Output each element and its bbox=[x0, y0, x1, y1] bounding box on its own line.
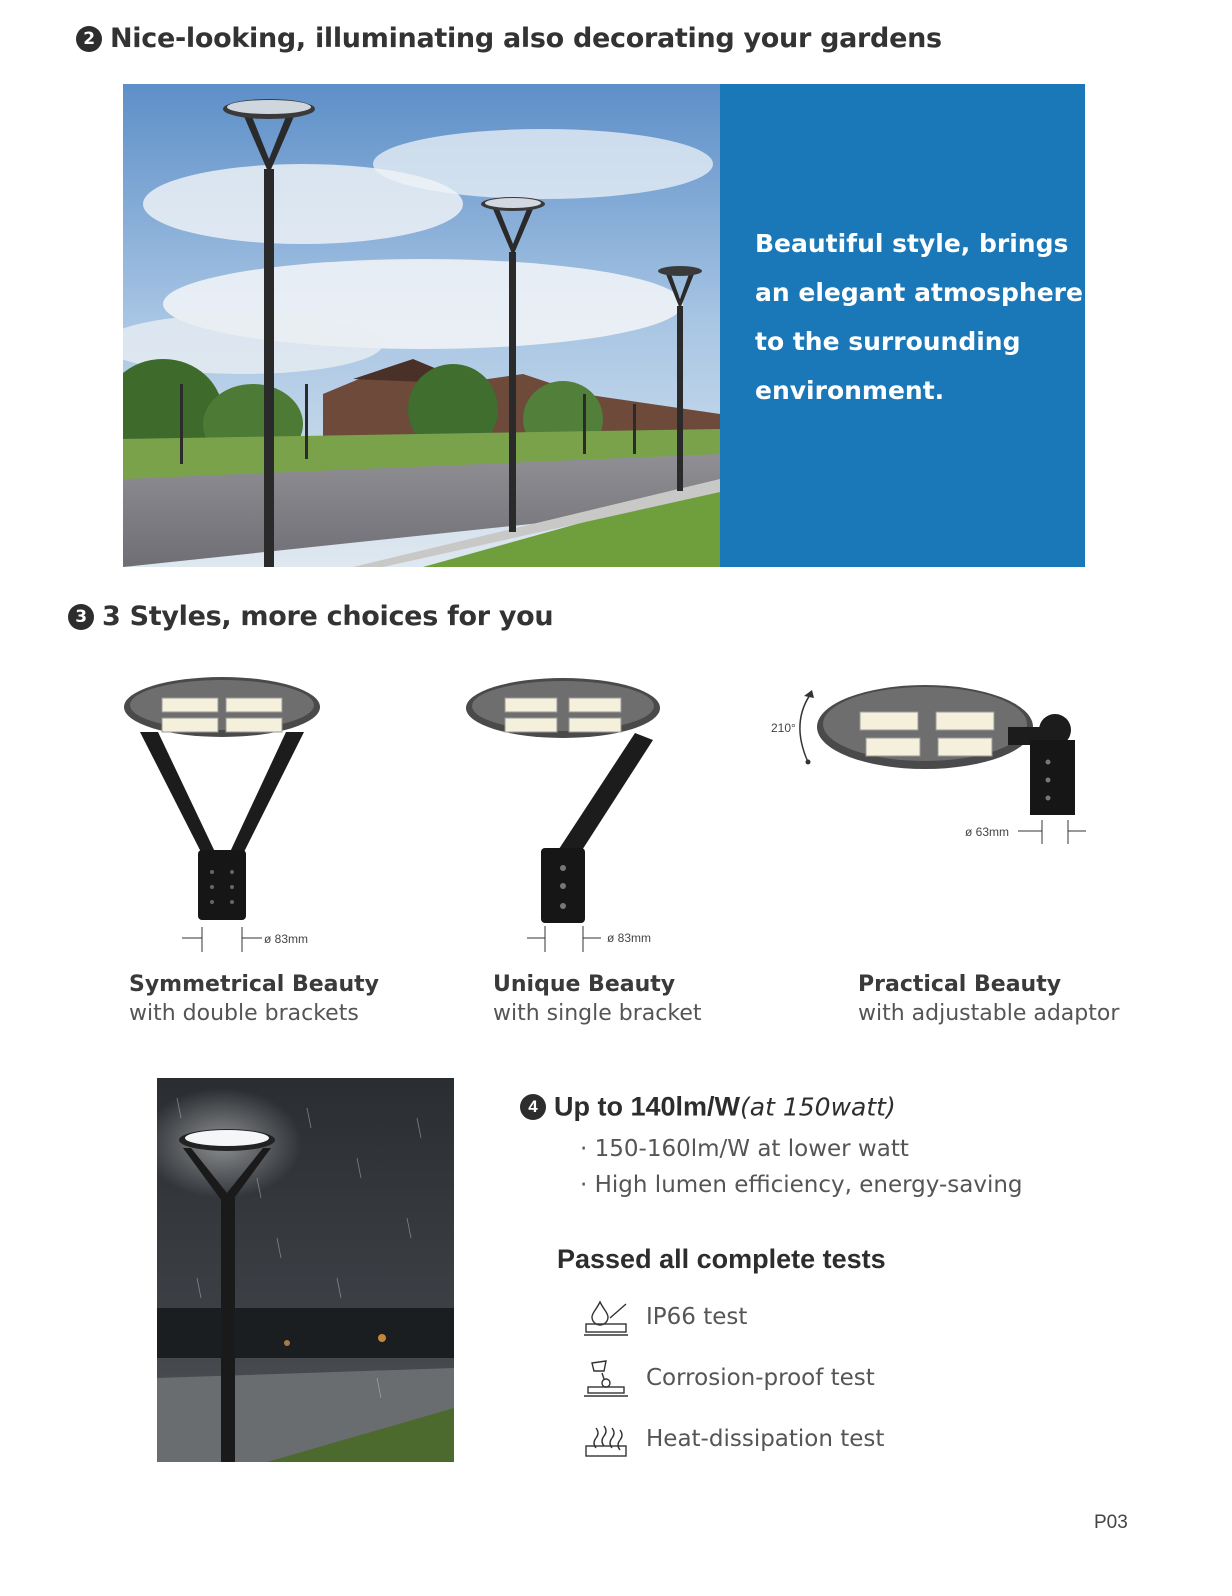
rotation-angle-label: 210° bbox=[771, 721, 796, 735]
style-subtitle: with double brackets bbox=[129, 1001, 359, 1026]
section-number-badge: 3 bbox=[68, 604, 94, 630]
hero-banner bbox=[123, 84, 1085, 567]
style-name: Unique Beauty bbox=[493, 972, 676, 997]
style-name: Practical Beauty bbox=[858, 972, 1062, 997]
style-subtitle: with single bracket bbox=[493, 1001, 702, 1026]
dimension-label: ø 63mm bbox=[965, 825, 1010, 839]
garden-street-lights-photo bbox=[123, 84, 720, 567]
style-caption-unique bbox=[493, 972, 702, 1026]
water-drop-icon bbox=[582, 1298, 630, 1338]
page-number: P03 bbox=[1094, 1512, 1128, 1533]
section-3-title bbox=[68, 600, 553, 632]
bullet-text: High lumen efficiency, energy-saving bbox=[594, 1172, 1023, 1198]
tagline-line: environment. bbox=[755, 376, 945, 405]
bullet-item: · High lumen efficiency, energy-saving bbox=[580, 1172, 1023, 1198]
tests-heading: Passed all complete tests bbox=[557, 1244, 886, 1274]
test-label: IP66 test bbox=[646, 1304, 748, 1330]
efficiency-qualifier: (at 150watt) bbox=[740, 1092, 896, 1122]
style-subtitle: with adjustable adaptor bbox=[858, 1001, 1120, 1026]
corrosion-icon bbox=[582, 1359, 630, 1399]
hero-tagline bbox=[755, 219, 1083, 415]
test-label: Heat-dissipation test bbox=[646, 1426, 885, 1452]
style-caption-practical bbox=[858, 972, 1119, 1026]
rain-night-lamp-photo bbox=[157, 1078, 454, 1462]
efficiency-heading: Up to 140lm/W bbox=[554, 1091, 741, 1122]
style-name: Symmetrical Beauty bbox=[129, 972, 380, 997]
tagline-line: to the surrounding bbox=[755, 327, 1021, 356]
heat-icon bbox=[582, 1420, 630, 1460]
unique-lamp-image bbox=[465, 668, 665, 952]
bullet-text: 150-160lm/W at lower watt bbox=[594, 1136, 909, 1162]
section-number-badge: 2 bbox=[76, 26, 102, 52]
tagline-line: Beautiful style, brings bbox=[755, 229, 1069, 258]
symmetrical-lamp-image bbox=[120, 672, 325, 952]
section-4-title bbox=[520, 1090, 896, 1122]
practical-lamp-image bbox=[780, 672, 1090, 847]
section-2-heading: Nice-looking, illuminating also decorating your gardens bbox=[110, 23, 942, 54]
bullet-item: · 150-160lm/W at lower watt bbox=[580, 1136, 909, 1162]
dimension-label: ø 83mm bbox=[264, 932, 309, 946]
blue-text-panel bbox=[720, 84, 1085, 567]
dimension-label: ø 83mm bbox=[607, 931, 652, 945]
section-number-badge: 4 bbox=[520, 1094, 546, 1120]
test-label: Corrosion-proof test bbox=[646, 1365, 875, 1391]
section-3-heading: 3 Styles, more choices for you bbox=[102, 601, 554, 632]
tagline-line: an elegant atmosphere bbox=[755, 278, 1083, 307]
style-caption-symmetrical bbox=[129, 972, 379, 1026]
section-2-title bbox=[76, 22, 942, 54]
